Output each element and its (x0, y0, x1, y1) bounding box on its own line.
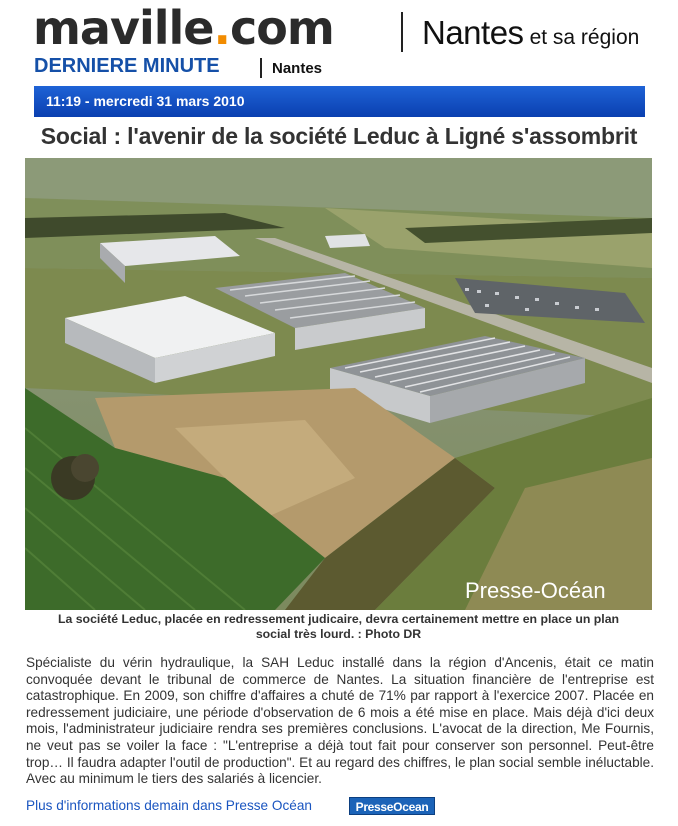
article-headline: Social : l'avenir de la société Leduc à Ligné s'assombrit (40, 123, 638, 149)
photo-caption (25, 612, 652, 642)
caption-line-2: social très lourd. : Photo DR (255, 627, 422, 641)
caption-line-1: La société Leduc, placée en redressement judicaire, devra certainement mettre en place un plan (57, 612, 620, 626)
site-header (0, 0, 678, 90)
date-bar (34, 86, 645, 117)
section-city[interactable]: Nantes (272, 60, 323, 77)
region-title (422, 14, 639, 52)
logo-text-com: com (229, 1, 334, 55)
logo-text-dot: . (213, 1, 230, 55)
header-divider (401, 12, 403, 52)
region-suffix: et sa région (529, 26, 640, 49)
article-photo (25, 158, 652, 610)
section-title[interactable]: DERNIERE MINUTE (34, 55, 220, 77)
presse-ocean-logo[interactable]: PresseOcean (349, 797, 435, 815)
logo-text-maville: maville (33, 1, 214, 55)
photo-watermark: Presse-Océan (465, 578, 606, 603)
maville-logo[interactable] (33, 1, 334, 55)
aerial-photo-illustration (25, 158, 652, 610)
article-body: Spécialiste du vérin hydraulique, la SAH Leduc installé dans la région d'Ancenis, était ce matin convoquée devant le tribunal de commerce de Nantes. La situation financière de l'entreprise est catastrophique. En 2009, son chiffre d'affaires a chuté de 71% par rapport à l'exercice 2007. Placée en redressement judiciaire, une période d'observation de 6 mois a été mise en place. Mais déjà d'ici deux mois, l'administrateur judiciaire rendra ses premières conclusions. L'avocat de la direction, Me Fournis, ne veut pas se voiler la face : "L'entreprise a déjà tout fait pour conserver son personnel. Peut-être trop… Il faudra adapter l'outil de production". Et au regard des chiffres, le plan social semble inéluctable. Avec au minimum le tiers des salariés à licencier. (26, 655, 654, 787)
section-divider (260, 58, 262, 78)
region-city: Nantes (422, 14, 524, 51)
more-info-link[interactable]: Plus d'informations demain dans Presse Océan (26, 798, 312, 813)
article-datetime: 11:19 - mercredi 31 mars 2010 (46, 93, 245, 109)
